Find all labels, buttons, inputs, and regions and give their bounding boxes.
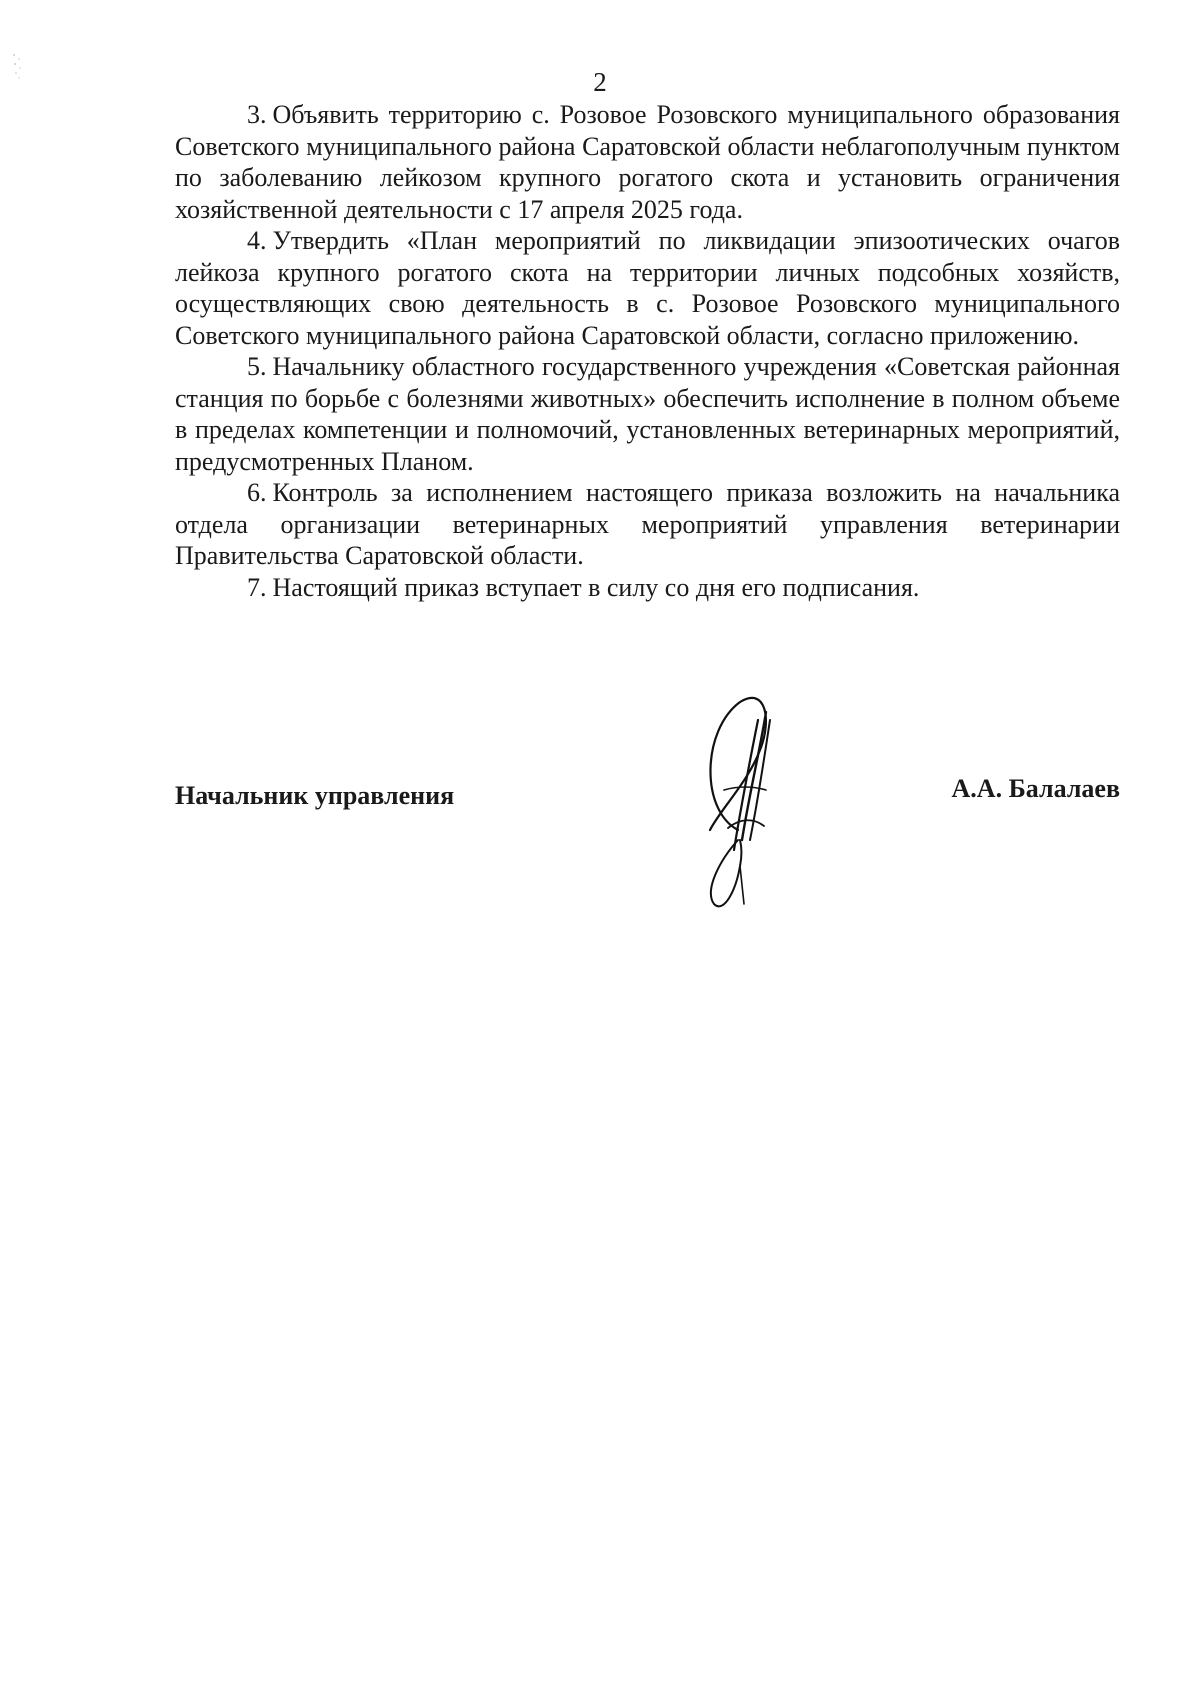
signature-block	[175, 774, 1120, 820]
paragraph-text: Настоящий приказ вступает в силу со дня его подписания.	[272, 572, 920, 602]
paragraph-number: 7.	[247, 572, 267, 602]
paragraph-item-6	[175, 477, 1120, 572]
paragraph-text: Объявить территорию с. Розовое Розовского муниципального образования Советского муниципального района Саратовской области неблагополучным пунктом по заболеванию лейкозом крупного рогатого скота и установить ограничения хозяйственной деятельности с 17 апреля 2025 года.	[175, 100, 1120, 224]
page-number: 2	[593, 67, 607, 97]
signer-name: А.А. Балалаев	[951, 774, 1120, 803]
paragraph-item-3	[175, 99, 1120, 225]
paragraph-item-7	[175, 572, 1120, 604]
paragraph-item-4	[175, 225, 1120, 351]
paragraph-number: 5.	[247, 352, 267, 381]
paragraph-number: 6.	[247, 478, 267, 507]
paragraph-text: Начальнику областного государственного учреждения «Советская районная станция по борьбе с болезнями животных» обеспечить исполнение в полном объеме в пределах компетенции и полномочий, установленных ветеринарных мероприятий, предусмотренных Планом.	[175, 352, 1120, 476]
signer-position: Начальник управления	[175, 781, 455, 810]
paragraph-item-5	[175, 351, 1120, 477]
paragraph-number: 3.	[247, 100, 267, 129]
paragraph-text: Утвердить «План мероприятий по ликвидации эпизоотических очагов лейкоза крупного рогатого скота на территории личных подсобных хозяйств, осуществляющих свою деятельность в с. Розовое Розовского муниципального Советского муниципального района Саратовской области, согласно приложению.	[175, 226, 1120, 350]
order-body	[175, 99, 1120, 603]
paragraph-text: Контроль за исполнением настоящего приказа возложить на начальника отдела организации ветеринарных мероприятий управления ветеринарии Правительства Саратовской области.	[175, 478, 1120, 570]
paragraph-number: 4.	[247, 226, 267, 255]
scan-artifact	[10, 52, 24, 82]
